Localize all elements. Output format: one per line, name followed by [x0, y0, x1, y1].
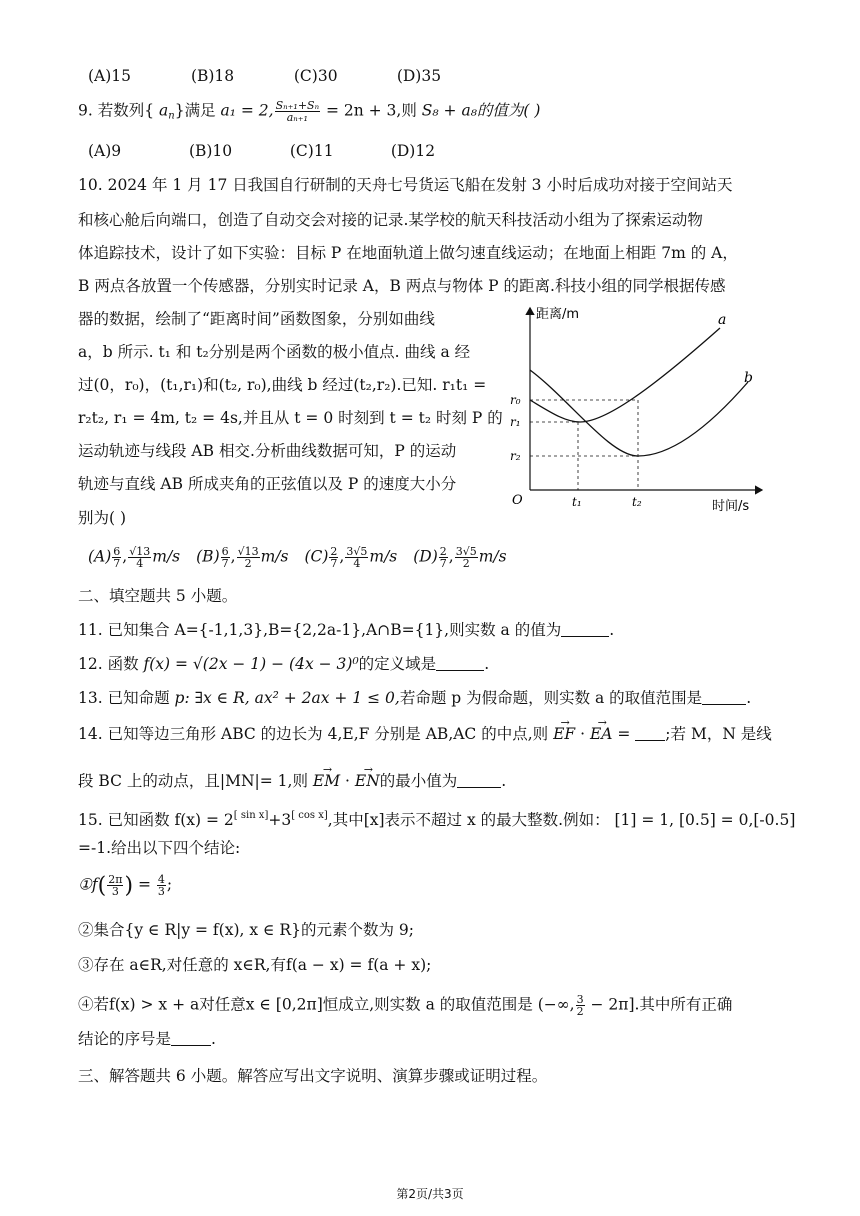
q15-c1-pre: ①f	[78, 875, 98, 894]
q15-conclusion-3: ③存在 a∈R,对任意的 x∈R,有f(a − x) = f(a + x);	[78, 956, 432, 974]
t2-label: t₂	[632, 495, 642, 509]
q10-opt-n2: √13	[237, 545, 259, 558]
q14-blank-2	[457, 773, 501, 788]
q10-opt-n2: 3√5	[346, 545, 368, 558]
q10-line-4: B 两点各放置一个传感器，分别实时记录 A，B 两点与物体 P 的距离.科技小组的同学根据传感	[78, 277, 726, 295]
q10-opt-label: (A)	[88, 547, 112, 566]
q10-opt-frac-2	[237, 546, 260, 569]
r2-label: r₂	[510, 449, 521, 463]
section-2-heading: 二、填空题共 5 小题。	[78, 587, 238, 605]
q15-exp1: [ sin x]	[233, 810, 269, 821]
q15-c1-num: 2π	[108, 873, 123, 886]
q10-line-10: 轨迹与直线 AB 所成夹角的正弦值以及 P 的速度大小分	[78, 475, 457, 493]
q9-seq: a	[159, 101, 169, 120]
q9-option-a: (A)9	[88, 142, 122, 160]
q8-option-c: (C)30	[293, 67, 338, 85]
q14-pre: 14. 已知等边三角形 ABC 的边长为 4,E,F 分别是 AB,AC 的中点,则	[78, 725, 554, 743]
q15-c4-den: 2	[576, 1005, 584, 1018]
q15-end-text: 结论的序号是	[78, 1030, 172, 1048]
curve-a	[530, 328, 720, 422]
q10-line-8: r₂t₂, r₁ = 4m, t₂ = 4s,并且从 t = 0 时刻到 t = t₂ 时刻 P 的	[78, 409, 503, 427]
q14-post: ;若 M，N 是线	[665, 725, 772, 743]
q9-option-b: (B)10	[188, 142, 233, 160]
q15-c4-pre: ④若f(x) > x + a对任意x ∈ [0,2π]恒成立,则实数 a 的取值范围是 (−∞,	[78, 995, 575, 1014]
q10-opt-unit: m/s	[260, 547, 289, 566]
q10-opt-d2: 2	[462, 557, 470, 570]
q9-stem	[78, 100, 540, 127]
q10-opt-d2: 4	[353, 557, 361, 570]
section-3-heading: 三、解答题共 6 小题。解答应写出文字说明、演算步骤或证明过程。	[78, 1067, 548, 1085]
q10-opt-d1: 7	[439, 557, 447, 570]
q9-option-d: (D)12	[390, 142, 436, 160]
r0-label: r₀	[510, 393, 521, 407]
curve-b-label: b	[744, 370, 753, 386]
q13-blank	[702, 690, 746, 705]
q10-opt-unit: m/s	[478, 547, 507, 566]
q10-opt-n1: 6	[221, 545, 229, 558]
q14-l2pre: 段 BC 上的动点，且|MN|= 1,则	[78, 772, 313, 790]
q11: 11. 已知集合 A={-1,1,3},B={2,2a-1},A∩B={1},则实数 a 的值为 .	[78, 621, 615, 639]
q14-dot: ·	[575, 725, 590, 743]
q10-opt-n1: 6	[113, 545, 121, 558]
q15-line-end: 结论的序号是 .	[78, 1030, 216, 1048]
vector-ea: → EA	[590, 724, 613, 744]
q15-c4-post: − 2π].其中所有正确	[585, 995, 733, 1014]
q15-c1-den: 3	[111, 885, 119, 898]
q14-blank-1	[635, 726, 665, 741]
q10-line-7: 过(0，r₀)，(t₁,r₁)和(t₂, r₀),曲线 b 经过(t₂,r₂).已知. r₁t₁ =	[78, 376, 487, 394]
q10-opt-d1: 7	[330, 557, 338, 570]
q10-opt-d1: 7	[221, 557, 229, 570]
q15-c1-rnum: 4	[157, 873, 165, 886]
r1-label: r₁	[510, 415, 521, 429]
q10-line-2: 和核心舱后向端口，创造了自动交会对接的记录.某学校的航天科技活动小组为了探索运动物	[78, 211, 703, 229]
q15-line-2: =-1.给出以下四个结论:	[78, 839, 241, 857]
q12: 12. 函数 f(x) = √(2x − 1) − (4x − 3)⁰的定义域是 .	[78, 655, 490, 673]
curve-b	[530, 370, 748, 456]
x-axis-label: 时间/s	[712, 499, 750, 514]
q14-dot-2: ·	[340, 772, 355, 790]
q10-line-6: a，b 所示. t₁ 和 t₂分别是两个函数的极小值点. 曲线 a 经	[78, 343, 471, 361]
q15-conclusion-4	[78, 994, 732, 1017]
q10-opt-label: (D)	[413, 547, 438, 566]
q10-opt-frac-2	[455, 546, 478, 569]
q15-post: ,其中[x]表示不超过 x 的最大整数.例如： [1] = 1, [0.5] = 0,[-0.5]	[327, 811, 796, 829]
q8-option-a: (A)15	[88, 67, 132, 85]
q9-option-c: (C)11	[289, 142, 334, 160]
q15-c1-eq: =	[133, 875, 156, 894]
vector-em: → EM	[313, 771, 340, 791]
q10-opt-d2: 4	[136, 557, 144, 570]
q11-text: 11. 已知集合 A={-1,1,3},B={2,2a-1},A∩B={1},则实数 a 的值为	[78, 621, 562, 639]
q15-c1-result	[157, 874, 166, 897]
q10-opt-frac-1	[329, 546, 338, 569]
q12-pre: 12. 函数	[78, 655, 144, 673]
q10-option-c: (C) $\frac{2}{7}$ , $\frac{3√5}{4}$ m/s	[304, 545, 398, 570]
q10-opt-n2: 3√5	[455, 545, 477, 558]
q15-c1-rden: 3	[157, 885, 165, 898]
q10-line-5: 器的数据，绘制了“距离时间”函数图象，分别如曲线	[78, 310, 435, 328]
q9-seq-sub: n	[168, 110, 175, 122]
q9-frac-num: Sₙ₊₁+Sₙ	[275, 99, 320, 112]
q12-expr: f(x) = √(2x − 1) − (4x − 3)⁰	[143, 655, 359, 673]
q10-opt-n1: 2	[439, 545, 447, 558]
q9-mid: }满足	[174, 101, 221, 120]
q9-fraction	[275, 100, 320, 123]
y-axis-label: 距离/m	[536, 307, 580, 322]
vector-en: → EN	[355, 771, 380, 791]
q10-opt-n2: √13	[129, 545, 151, 558]
q15-conclusion-2: ②集合{y ∈ R|y = f(x), x ∈ R}的元素个数为 9;	[78, 921, 414, 939]
q10-opt-unit: m/s	[369, 547, 398, 566]
q8-options	[88, 66, 441, 86]
q12-post: 的定义域是	[358, 655, 437, 673]
q10-opt-label: (C)	[304, 547, 329, 566]
q13: 13. 已知命题 p: ∃x ∈ R, ax² + 2ax + 1 ≤ 0,若命题 p 为假命题，则实数 a 的取值范围是 .	[78, 689, 752, 707]
q15-c4-frac	[576, 994, 585, 1017]
q10-opt-d2: 2	[244, 557, 252, 570]
q10-line-9: 运动轨迹与线段 AB 相交.分析曲线数据可知，P 的运动	[78, 442, 457, 460]
q10-opt-unit: m/s	[152, 547, 181, 566]
t1-label: t₁	[572, 495, 582, 509]
q15-c1-end: ;	[166, 875, 173, 894]
q14-line-1	[78, 724, 772, 744]
q10-opt-frac-2	[128, 546, 151, 569]
q10-opt-label: (B)	[196, 547, 220, 566]
q8-option-d: (D)35	[396, 67, 442, 85]
q15-blank	[171, 1031, 211, 1046]
q10-opt-d1: 7	[113, 557, 121, 570]
origin-label: O	[512, 493, 523, 508]
q9-cond2: = 2n + 3,则	[321, 101, 422, 120]
q15-conclusion-1: ①f( $\frac{2\pi}{3}$ ) = $\frac{4}{3}$ ;	[78, 873, 173, 899]
q10-opt-frac-2	[345, 546, 368, 569]
page-footer: 第2页/共3页	[396, 1187, 464, 1201]
q10-line-11: 别为( )	[78, 509, 127, 527]
q15-c1-frac	[107, 874, 123, 897]
q14-eq: =	[612, 725, 636, 743]
q9-ask: S₈ + a₈的值为( )	[421, 101, 541, 120]
q10-option-d: (D) $\frac{2}{7}$ , $\frac{3√5}{2}$ m/s	[413, 545, 507, 570]
q13-expr: p: ∃x ∈ R, ax² + 2ax + 1 ≤ 0,	[174, 689, 400, 707]
q15-plus: +3	[268, 811, 292, 829]
q10-opt-frac-1	[112, 546, 121, 569]
q9-frac-den: aₙ₊₁	[286, 111, 308, 124]
q14-l2post: 的最小值为	[379, 772, 458, 790]
vector-ef: → EF	[553, 724, 575, 744]
q10-opt-frac-1	[221, 546, 230, 569]
curve-a-label: a	[718, 312, 727, 328]
q9-options	[88, 141, 435, 161]
q13-post: 若命题 p 为假命题，则实数 a 的取值范围是	[399, 689, 703, 707]
q10-option-a: (A) $\frac{6}{7}$ , $\frac{√13}{4}$ m/s	[88, 545, 181, 570]
q15-c4-num: 3	[576, 993, 584, 1006]
q15-exp2: [ cos x]	[291, 810, 328, 821]
q11-blank	[561, 622, 609, 637]
q10-line-3: 体追踪技术，设计了如下实验：目标 P 在地面轨道上做匀速直线运动；在地面上相距 7m 的 A，	[78, 244, 738, 262]
q10-option-b: (B) $\frac{6}{7}$ , $\frac{√13}{2}$ m/s	[196, 545, 289, 570]
distance-time-graph	[490, 300, 790, 522]
q13-pre: 13. 已知命题	[78, 689, 175, 707]
q15-line-1	[78, 806, 795, 830]
q15-pre: 15. 已知函数 f(x) = 2	[78, 811, 234, 829]
q14-line-2: 段 BC 上的动点，且|MN|= 1,则 → EM · → EN的最小值为 .	[78, 771, 506, 791]
q10-opt-frac-1	[439, 546, 448, 569]
q10-line-1: 10. 2024 年 1 月 17 日我国自行研制的天舟七号货运飞船在发射 3 小时后成功对接于空间站天	[78, 176, 733, 194]
q10-opt-n1: 2	[330, 545, 338, 558]
q12-blank	[436, 656, 484, 671]
q9-prefix: 9. 若数列{	[78, 101, 160, 120]
q10-options	[88, 546, 523, 569]
q9-cond1: a₁ = 2,	[220, 101, 274, 120]
q8-option-b: (B)18	[190, 67, 235, 85]
